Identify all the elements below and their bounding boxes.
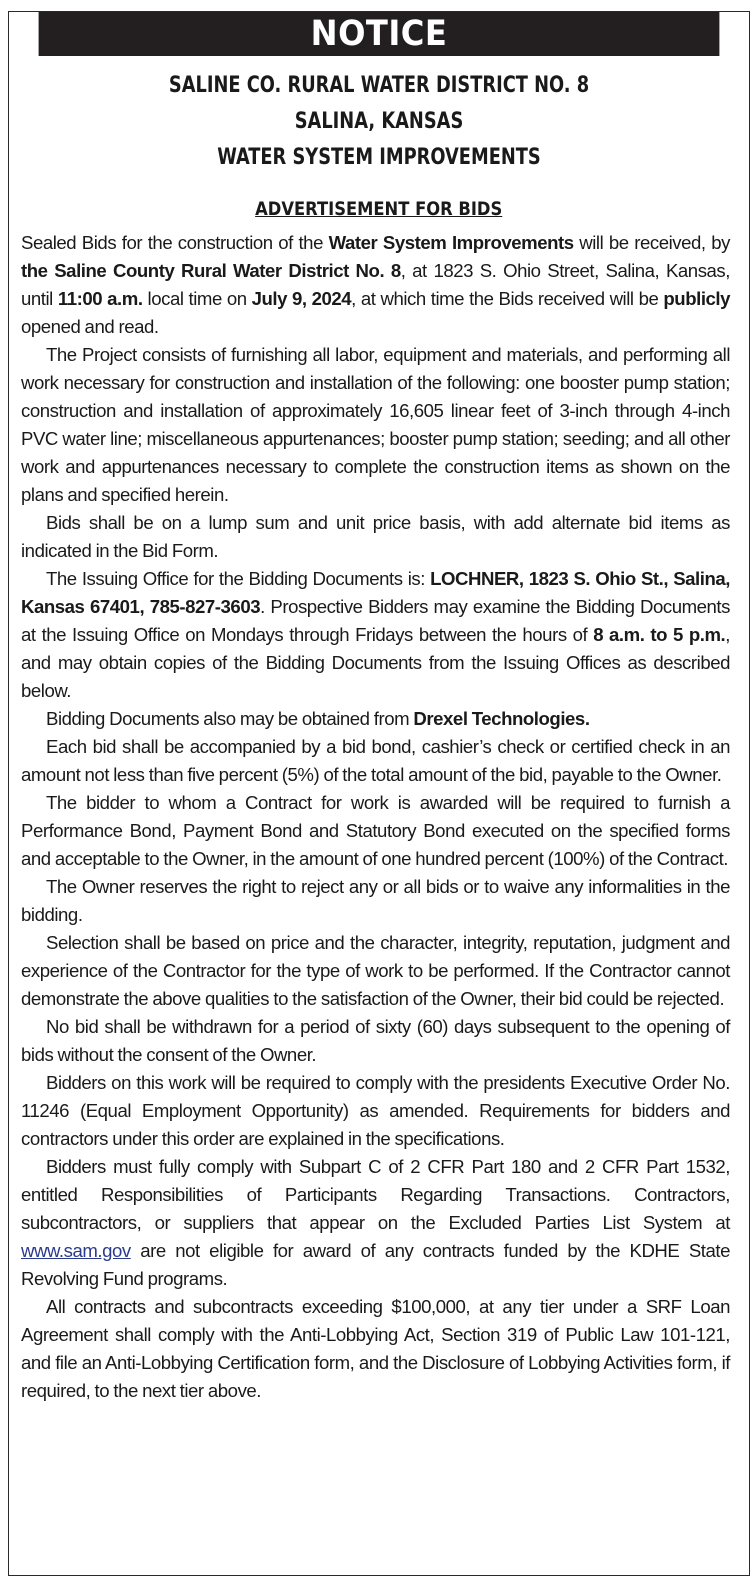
- p12-text-2: are not eligible for award of any contracts funded by the KDHE State Revolving Fund programs.: [21, 1240, 730, 1289]
- paragraph-project-scope: The Project consists of furnishing all labor, equipment and materials, and performing all work necessary for construction and installation of the following: one booster pump station; construction and installation of approximately 16,605 linear feet of 3-inch through 4-inch PVC water line; miscellaneous appurtenances; booster pump station; seeding; and all other work and appurtenances necessary to complete the construction items as shown on the plans and specified herein.: [21, 344, 730, 505]
- p4-text-2: . Prospective Bidders may examine the Bidding Documents at the Issuing Office on Mondays through Fridays between the hours of: [21, 596, 730, 645]
- p1-bold-publicly: publicly: [663, 288, 731, 309]
- p4-text-3: , and may obtain copies of the Bidding Documents from the Issuing Offices as described below.: [21, 624, 730, 701]
- paragraph-issuing-office: [21, 565, 730, 705]
- p1-text-3: , at 1823 S. Ohio Street, Salina, Kansas, until: [21, 260, 730, 309]
- p1-text-5: , at which time the Bids received will be: [351, 288, 664, 309]
- paragraph-bid-bond: Each bid shall be accompanied by a bid bond, cashier’s check or certified check in an amount not less than five percent (5%) of the total amount of the bid, payable to the Owner.: [21, 736, 730, 785]
- p1-text-1: Sealed Bids for the construction of the: [21, 232, 329, 253]
- p1-bold-owner: the Saline County Rural Water District No. 8: [21, 260, 401, 281]
- p1-bold-project: Water System Improvements: [328, 232, 574, 253]
- p1-text-6: opened and read.: [21, 316, 159, 337]
- notice-body: [9, 229, 749, 1405]
- paragraph-reject-rights: The Owner reserves the right to reject any or all bids or to waive any informalities in the bidding.: [21, 876, 730, 925]
- p5-bold-drexel: Drexel Technologies.: [413, 708, 590, 729]
- paragraph-anti-lobbying: All contracts and subcontracts exceeding $100,000, at any tier under a SRF Loan Agreement shall comply with the Anti-Lobbying Act, Section 319 of Public Law 101-121, and file an Anti-Lobbying Certification form, and the Disclosure of Lobbying Activities form, if required, to the next tier above.: [21, 1296, 730, 1401]
- paragraph-drexel: [21, 705, 730, 733]
- p1-bold-time: 11:00 a.m.: [57, 288, 143, 309]
- p1-text-2: will be received, by: [573, 232, 730, 253]
- paragraph-selection: Selection shall be based on price and the character, integrity, reputation, judgment and experience of the Contractor for the type of work to be performed. If the Contractor cannot demonstrate the above qualities to the satisfaction of the Owner, their bid could be rejected.: [21, 932, 730, 1009]
- paragraph-cfr-compliance: [21, 1153, 730, 1293]
- p12-text-1: Bidders must fully comply with Subpart C of 2 CFR Part 180 and 2 CFR Part 1532, entitled Responsibilities of Participants Regarding Transactions. Contractors, subcontractors, or suppliers that appear on the Excluded Parties List System at: [21, 1156, 730, 1233]
- p1-text-4: local time on: [142, 288, 252, 309]
- notice-banner: NOTICE: [39, 12, 720, 56]
- sam-gov-link[interactable]: www.sam.gov: [21, 1240, 131, 1261]
- heading-project-title: WATER SYSTEM IMPROVEMENTS: [217, 144, 541, 170]
- p4-bold-hours: 8 a.m. to 5 p.m.: [593, 624, 726, 645]
- advertisement-subheading-text: ADVERTISEMENT FOR BIDS: [255, 198, 503, 220]
- heading-location: SALINA, KANSAS: [294, 108, 464, 134]
- paragraph-executive-order: Bidders on this work will be required to comply with the presidents Executive Order No. 11246 (Equal Employment Opportunity) as amended. Requirements for bidders and contractors under this order are explained in the specifications.: [21, 1072, 730, 1149]
- paragraph-withdrawal: No bid shall be withdrawn for a period of sixty (60) days subsequent to the opening of bids without the consent of the Owner.: [21, 1016, 730, 1065]
- p4-text-1: The Issuing Office for the Bidding Documents is:: [46, 568, 431, 589]
- paragraph-sealed-bids: [21, 229, 730, 341]
- advertisement-subheading: [9, 195, 749, 223]
- p1-bold-date: July 9, 2024: [251, 288, 352, 309]
- heading-district-name: SALINE CO. RURAL WATER DISTRICT NO. 8: [168, 72, 590, 98]
- district-heading: [9, 67, 749, 175]
- paragraph-bid-basis: Bids shall be on a lump sum and unit price basis, with add alternate bid items as indicated in the Bid Form.: [21, 512, 730, 561]
- p4-bold-office: LOCHNER, 1823 S. Ohio St., Salina, Kansas 67401, 785-827-3603: [21, 568, 730, 617]
- p5-text-1: Bidding Documents also may be obtained from: [46, 708, 414, 729]
- paragraph-performance-bond: The bidder to whom a Contract for work is awarded will be required to furnish a Performance Bond, Payment Bond and Statutory Bond executed on the specified forms and acceptable to the Owner, in the amount of one hundred percent (100%) of the Contract.: [21, 792, 730, 869]
- notice-box: [8, 11, 750, 1576]
